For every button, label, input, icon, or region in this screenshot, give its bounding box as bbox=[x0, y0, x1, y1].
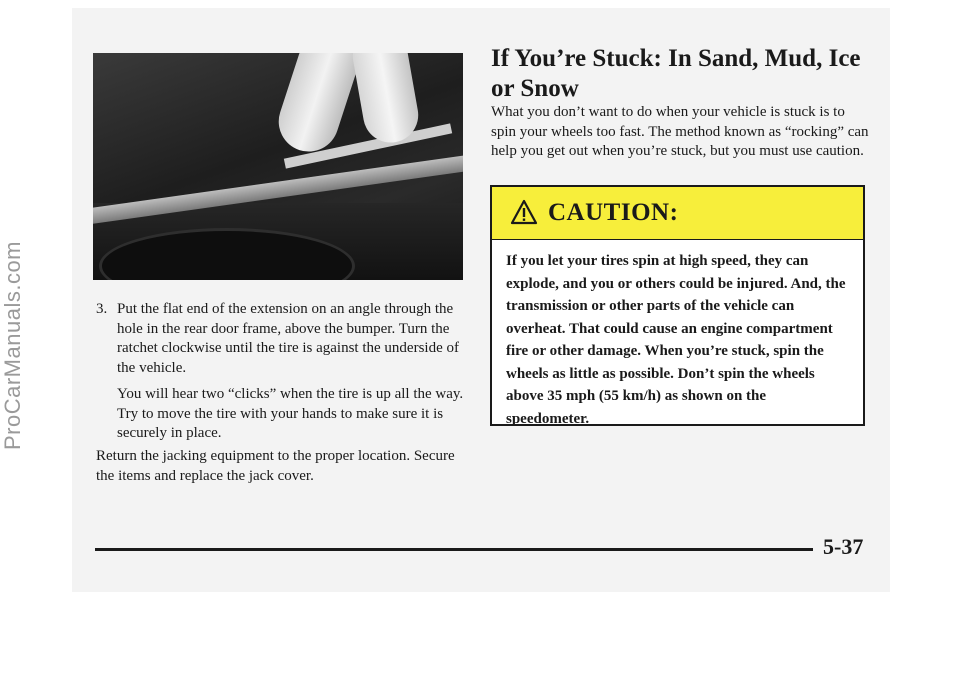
page-number: 5-37 bbox=[823, 534, 864, 559]
caution-box bbox=[490, 185, 865, 426]
watermark: ProCarManuals.com bbox=[0, 240, 25, 450]
section-heading: If You’re Stuck: In Sand, Mud, Ice or Snow bbox=[491, 45, 861, 102]
warning-triangle-icon bbox=[510, 199, 538, 225]
jack-extension-photo bbox=[93, 53, 463, 280]
section-intro: What you don’t want to do when your vehicle is stuck is to spin your wheels too fast. The method known as “rocking” can help you get out when you’re stuck, but you must use caution. bbox=[491, 104, 869, 159]
step-instruction: Put the flat end of the extension on an angle through the hole in the rear door frame, above the bumper. Turn the ratchet clockwise until the tire is against the underside of the vehicle. bbox=[117, 301, 459, 376]
caution-header bbox=[492, 187, 863, 240]
footer-rule bbox=[95, 548, 813, 551]
step-number: 3. bbox=[96, 301, 108, 317]
caution-label: CAUTION: bbox=[548, 199, 679, 226]
closing-instruction: Return the jacking equipment to the proper location. Secure the items and replace the jack cover. bbox=[96, 448, 455, 484]
caution-text: If you let your tires spin at high speed, they can explode, and you or others could be injured. And, the transmission or other parts of the vehicle can overheat. That could cause an engine compartment fire or other damage. When you’re stuck, spin the wheels as little as possible. Don’t spin the wheels above 35 mph (55 km/h) as shown on the speedometer. bbox=[506, 253, 846, 427]
photo-right-hand bbox=[348, 53, 422, 147]
step-followup: You will hear two “clicks” when the tire is up all the way. Try to move the tire with your hands to make sure it is securely in place. bbox=[117, 386, 464, 441]
